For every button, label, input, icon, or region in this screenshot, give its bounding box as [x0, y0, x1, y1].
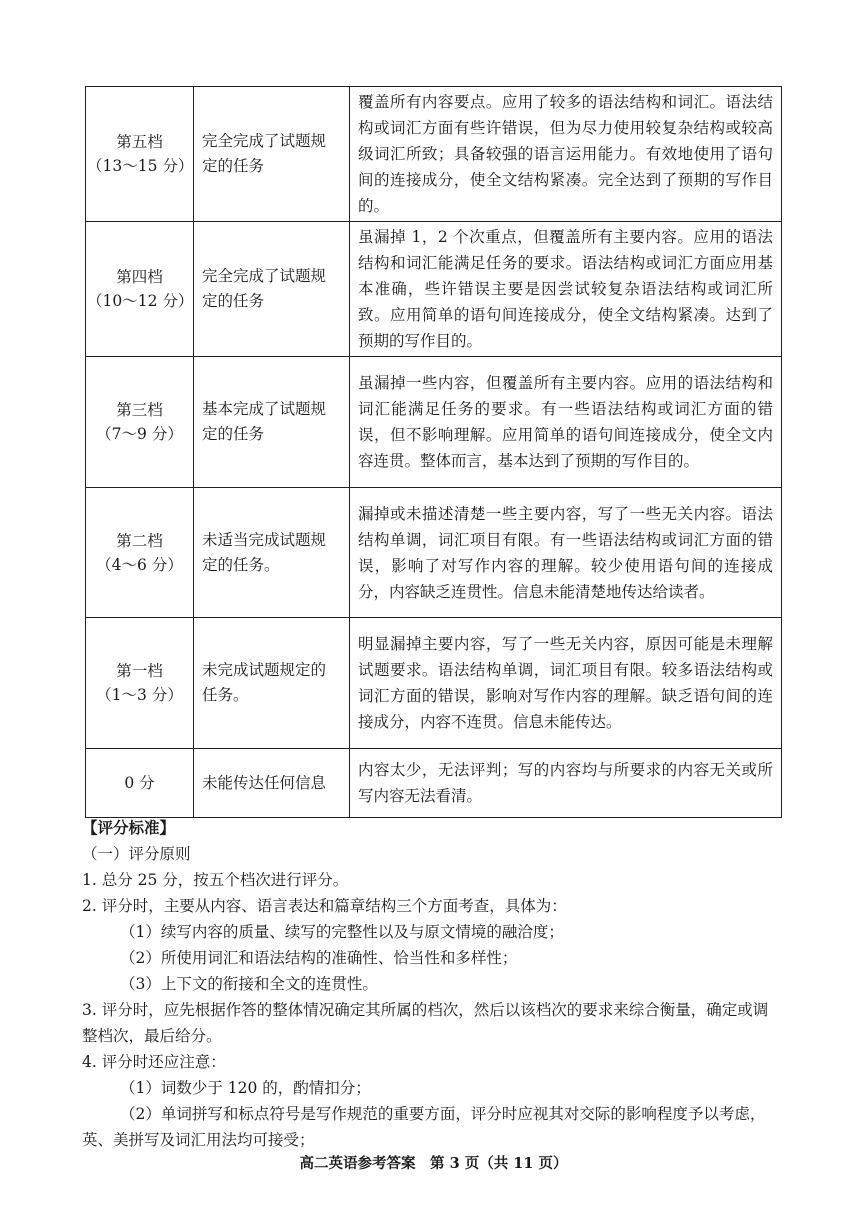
table-row — [86, 749, 782, 818]
rule-item: 1. 总分 25 分，按五个档次进行评分。 — [82, 871, 349, 889]
task-cell: 完全完成了试题规定的任务 — [194, 87, 350, 222]
level-name: 第四档 — [116, 268, 163, 286]
table-row — [86, 618, 782, 749]
sub-item: （1）续写内容的质量、续写的完整性以及与原文情境的融洽度； — [120, 923, 564, 941]
table-row — [86, 488, 782, 618]
sub-item: （2）单词拼写和标点符号是写作规范的重要方面，评分时应视其对交际的影响程度予以考虑，英、美拼写及词汇用法均可接受； — [82, 1105, 766, 1149]
sub-item: （2）所使用词汇和语法结构的准确性、恰当性和多样性； — [120, 949, 518, 967]
description-cell: 漏掉或未描述清楚一些主要内容，写了一些无关内容。语法结构单调，词汇项目有限。有一些语法结构或词汇方面的错误，影响了对写作内容的理解。较少使用语句间的连接成分，内容缺乏连贯性。信息未能清楚地传达给读者。 — [350, 488, 782, 618]
task-cell: 完全完成了试题规定的任务 — [194, 222, 350, 357]
description-cell: 虽漏掉一些内容，但覆盖所有主要内容。应用的语法结构和词汇能满足任务的要求。有一些语法结构或词汇方面的错误，但不影响理解。应用简单的语句间连接成分，使全文内容连贯。整体而言，基本达到了预期的写作目的。 — [350, 357, 782, 488]
description-cell: 覆盖所有内容要点。应用了较多的语法结构和词汇。语法结构或词汇方面有些许错误，但为尽力使用较复杂结构或较高级词汇所致；具备较强的语言运用能力。有效地使用了语句间的连接成分，使全文结构紧凑。完全达到了预期的写作目的。 — [350, 87, 782, 222]
rule-item: 2. 评分时，主要从内容、语言表达和篇章结构三个方面考查，具体为： — [82, 897, 567, 915]
scoring-standards — [82, 815, 782, 1153]
section-title: 【评分标准】 — [82, 818, 176, 837]
table-row — [86, 222, 782, 357]
rule-item: 3. 评分时，应先根据作答的整体情况确定其所属的档次，然后以该档次的要求来综合衡量，确定或调整档次，最后给分。 — [82, 1001, 769, 1045]
sub-item: （3）上下文的衔接和全文的连贯性。 — [120, 975, 378, 993]
task-cell: 未能传达任何信息 — [194, 749, 350, 818]
rule-item: 4. 评分时还应注意： — [82, 1053, 226, 1071]
level-cell — [86, 357, 194, 488]
description-cell: 内容太少，无法评判；写的内容均与所要求的内容无关或所写内容无法看清。 — [350, 749, 782, 818]
task-cell: 基本完成了试题规定的任务 — [194, 357, 350, 488]
table-row — [86, 357, 782, 488]
level-cell — [86, 749, 194, 818]
level-name: 第一档 — [116, 662, 163, 680]
page-footer: 高二英语参考答案 第 3 页（共 11 页） — [299, 1155, 568, 1172]
task-cell: 未完成试题规定的任务。 — [194, 618, 350, 749]
level-range: （4～6 分） — [96, 555, 183, 574]
level-range: （1～3 分） — [96, 686, 183, 704]
task-cell: 未适当完成试题规定的任务。 — [194, 488, 350, 618]
table-row — [86, 87, 782, 222]
description-cell: 明显漏掉主要内容，写了一些无关内容，原因可能是未理解试题要求。语法结构单调，词汇项目有限。较多语法结构或词汇方面的错误，影响对写作内容的理解。缺乏语句间的连接成分，内容不连贯。信息未能传达。 — [350, 618, 782, 749]
principle-heading: （一）评分原则 — [82, 845, 191, 863]
level-range: （7～9 分） — [96, 425, 183, 443]
description-cell: 虽漏掉 1，2 个次重点，但覆盖所有主要内容。应用的语法结构和词汇能满足任务的要求。语法结构或词汇方面应用基本准确，些许错误主要是因尝试较复杂语法结构或词汇所致。应用简单的语句间连接成分，使全文结构紧凑。达到了预期的写作目的。 — [350, 222, 782, 357]
level-name: 第二档 — [116, 531, 163, 550]
level-cell — [86, 222, 194, 357]
level-name: 第三档 — [116, 401, 163, 419]
level-cell — [86, 488, 194, 618]
sub-item: （1）词数少于 120 的，酌情扣分； — [120, 1079, 371, 1097]
level-name: 0 分 — [124, 774, 155, 792]
level-range: （13～15 分） — [87, 157, 194, 175]
grading-table — [85, 86, 782, 818]
level-cell — [86, 618, 194, 749]
level-range: （10～12 分） — [87, 292, 194, 310]
level-cell — [86, 87, 194, 222]
level-name: 第五档 — [116, 133, 163, 151]
